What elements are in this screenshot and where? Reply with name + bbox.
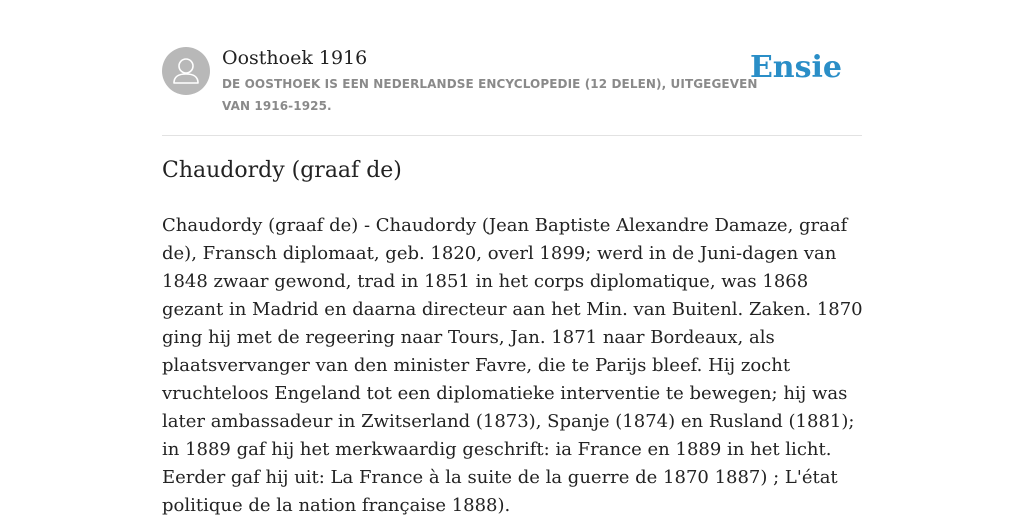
source-title[interactable]: Oosthoek 1916 <box>222 47 368 69</box>
ensie-logo[interactable]: Ensie <box>749 50 842 85</box>
page-title: Chaudordy (graaf de) <box>162 158 402 183</box>
article-body: Chaudordy (graaf de) - Chaudordy (Jean Baptiste Alexandre Damaze, graaf de), Fransch diplomaat, geb. 1820, overl 1899; werd in de Juni-dagen van 1848 zwaar gewond, trad in 1851 in het corps diplomatique, was 1868 gezant in Madrid en daarna directeur aan het Min. van Buitenl. Zaken. 1870 ging hij met de regeering naar Tours, Jan. 1871 naar Bordeaux, als plaatsvervanger van den minister Favre, die te Parijs bleef. Hij zocht vruchteloos Engeland tot een diplomatieke interventie te bewegen; hij was later ambassadeur in Zwitserland (1873), Spanje (1874) en Rusland (1881); in 1889 gaf hij het merkwaardig geschrift: ia France en 1889 in het licht. Eerder gaf hij uit: La France à la suite de la guerre de 1870 1887) ; L'état politique de la nation française 1888). <box>162 215 863 516</box>
header-divider <box>162 135 862 136</box>
source-description: DE OOSTHOEK IS EEN NEDERLANDSE ENCYCLOPEDIE (12 DELEN), UITGEGEVEN VAN 1916-1925. <box>222 77 758 113</box>
source-header <box>162 44 862 136</box>
user-icon <box>162 47 210 95</box>
